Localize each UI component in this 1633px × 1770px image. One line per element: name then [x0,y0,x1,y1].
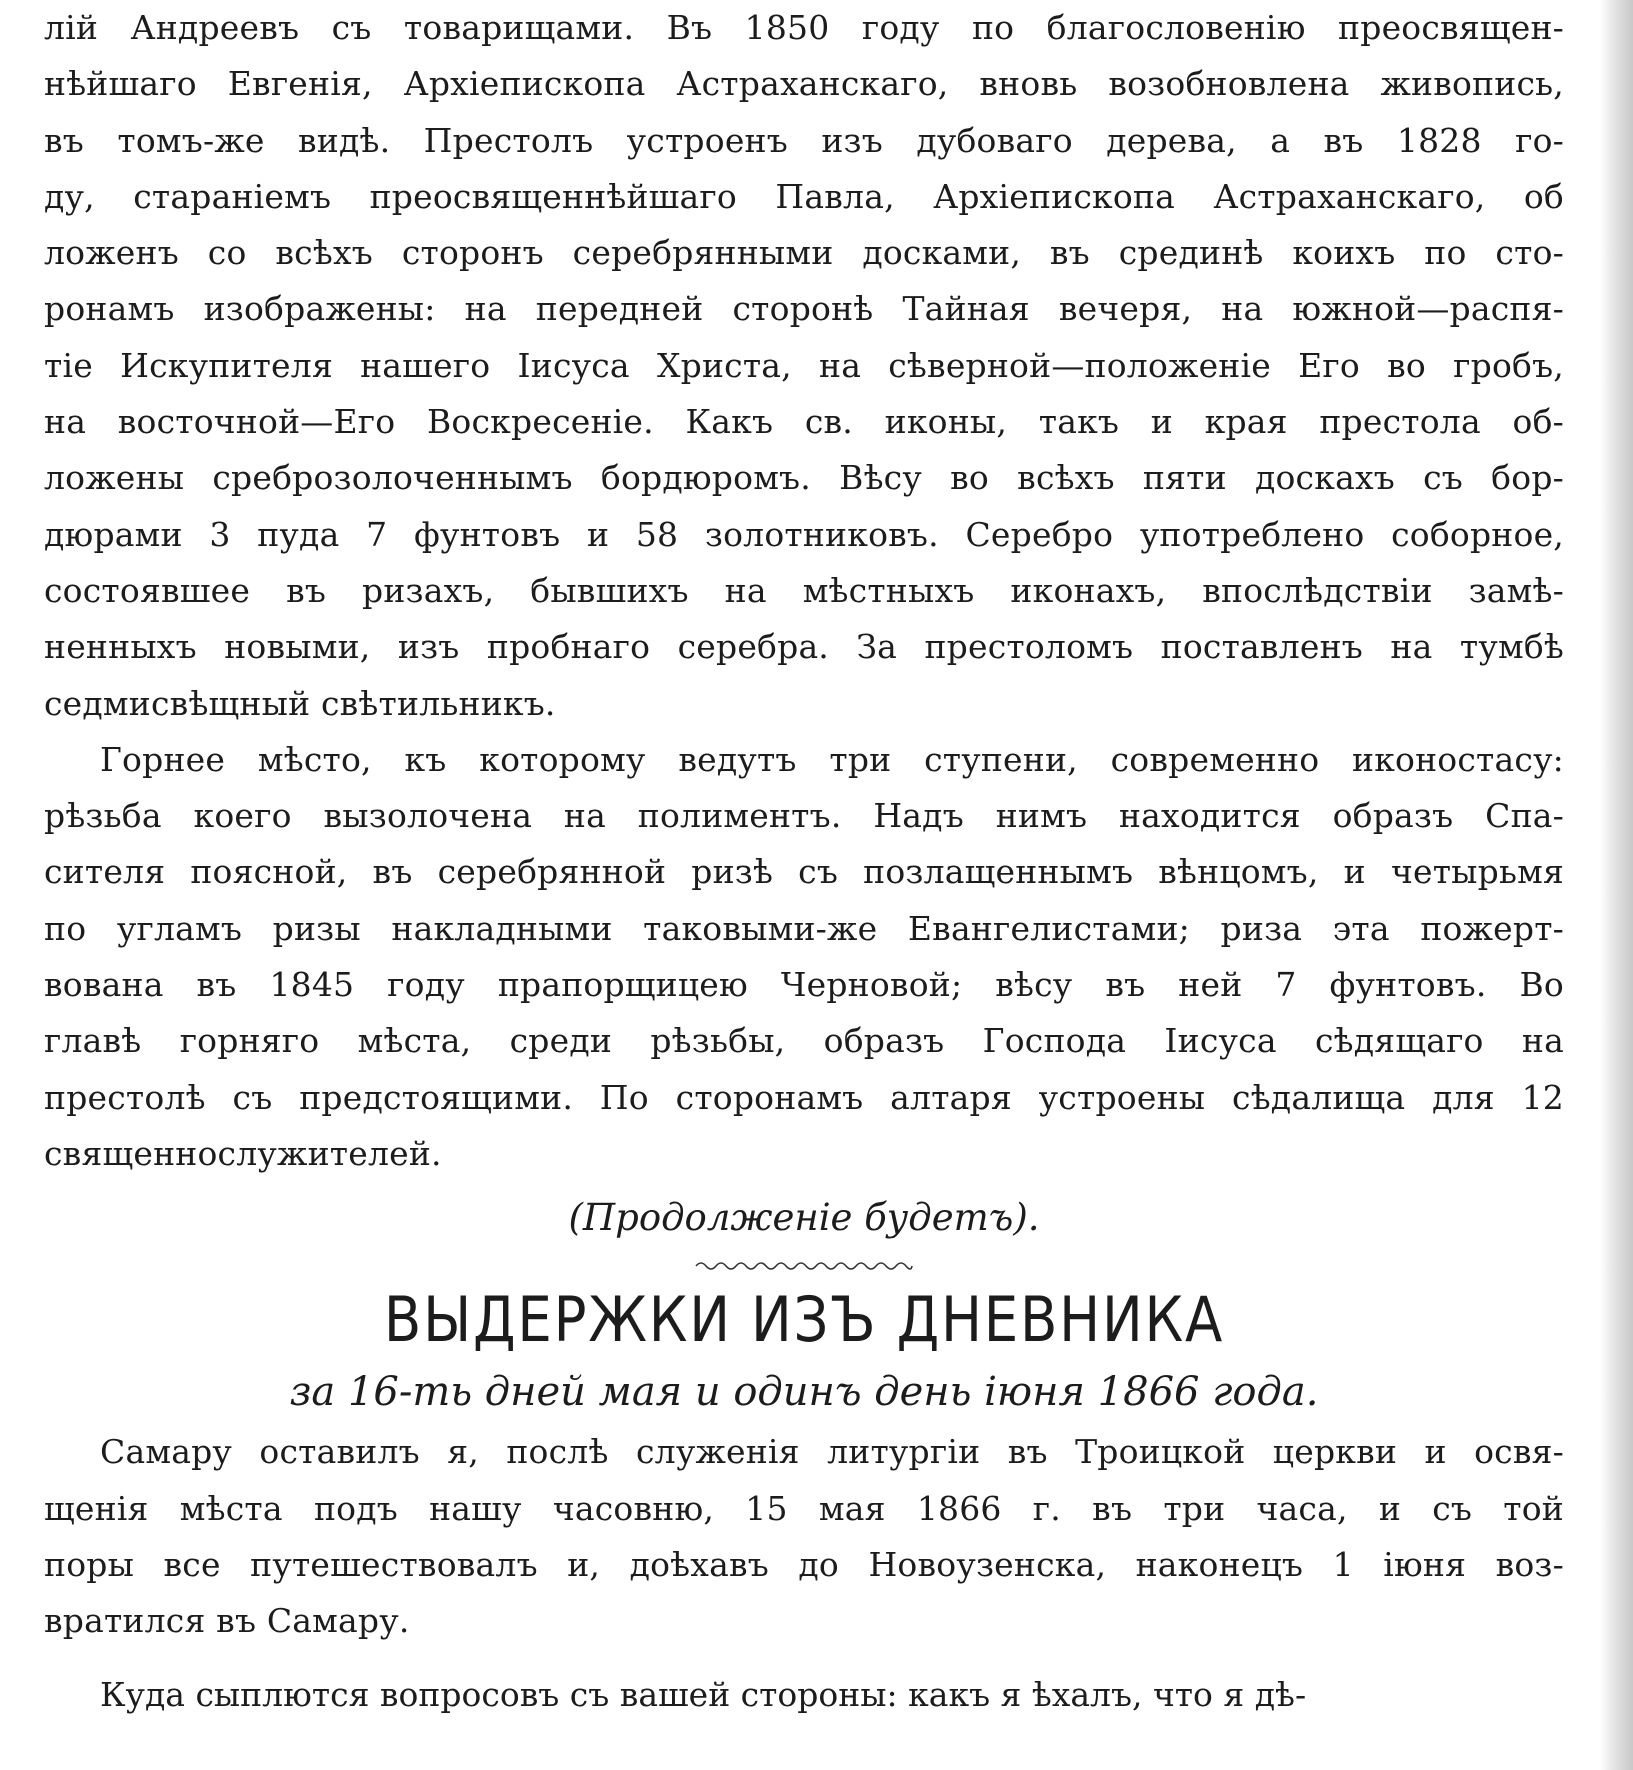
text-line: ду, стараніемъ преосвященнѣйшаго Павла, Архіепископа Астраханскаго, об [44,176,1564,216]
text-line: нѣйшаго Евгенія, Архіепископа Астраханскаго, вновь возобновлена живопись, [44,64,1564,104]
text-line: поры все путешествовалъ и, доѣхавъ до Новоузенска, наконецъ 1 іюня воз- [44,1544,1564,1584]
text-line: ронамъ изображены: на передней сторонѣ Тайная вечеря, на южной—распя- [44,289,1564,329]
text-line: дюрами 3 пуда 7 фунтовъ и 58 золотниковъ. Серебро употреблено соборное, [44,514,1564,554]
wavy-divider-ornament [694,1258,914,1274]
paragraph-altar [44,0,1564,732]
text-line: на восточной—Его Воскресеніе. Какъ св. иконы, такъ и края престола об- [44,402,1564,442]
text-line: состоявшее въ ризахъ, бывшихъ на мѣстныхъ иконахъ, впослѣдствіи замѣ- [44,570,1564,610]
text-line: ложенъ со всѣхъ сторонъ серебрянными досками, въ срединѣ коихъ по сто- [44,233,1564,273]
page-edge-shadow [1600,0,1633,1770]
text-line: Горнее мѣсто, къ которому ведутъ три ступени, современно иконостасу: [100,739,1564,779]
text-line: тіе Искупителя нашего Іисуса Христа, на сѣверной—положеніе Его во гробъ, [44,345,1564,385]
text-line: священнослужителей. [44,1133,442,1173]
text-line: Самару оставилъ я, послѣ служенія литургіи въ Троицкой церкви и освя- [100,1432,1564,1472]
article-paragraph [44,1424,1564,1649]
text-line: седмисвѣщный свѣтильникъ. [44,683,556,723]
cut-off-line [44,1659,1564,1715]
text-line: вована въ 1845 году прапорщицею Черновой; вѣсу въ ней 7 фунтовъ. Во [44,965,1564,1005]
text-line: щенія мѣста подъ нашу часовню, 15 мая 1866 г. въ три часа, и съ той [44,1488,1564,1528]
article-subtitle: за 16-ть дней мая и одинъ день іюня 1866 года. [289,1369,1319,1416]
article-title: ВЫДЕРЖКИ ИЗЪ ДНЕВНИКА [383,1283,1225,1357]
document-page [44,0,1564,1715]
text-line: по угламъ ризы накладными таковыми-же Евангелистами; риза эта пожерт- [44,908,1564,948]
text-line: ложены среброзолоченнымъ бордюромъ. Вѣсу во всѣхъ пяти доскахъ съ бор- [44,458,1564,498]
text-line: рѣзьба коего вызолочена на полиментъ. Надъ нимъ находится образъ Спа- [44,796,1564,836]
continued-note: (Продолженіе будетъ). [568,1196,1040,1240]
text-line: престолѣ съ предстоящими. По сторонамъ алтаря устроены сѣдалища для 12 [44,1077,1564,1117]
text-line: главѣ горняго мѣста, среди рѣзьбы, образъ Господа Іисуса сѣдящаго на [44,1021,1564,1061]
cut-off-text: Куда сыплются вопросовъ съ вашей стороны: какъ я ѣхалъ, что я дѣ- [100,1675,1307,1715]
text-line: вратился въ Самару. [44,1601,410,1641]
text-line: ненныхъ новыми, изъ пробнаго серебра. За престоломъ поставленъ на тумбѣ [44,627,1564,667]
paragraph-high-place [44,732,1564,1182]
text-line: лій Андреевъ съ товарищами. Въ 1850 году по благословенію преосвящен- [44,8,1564,47]
text-line: въ томъ-же видѣ. Престолъ устроенъ изъ дубоваго дерева, а въ 1828 го- [44,120,1564,160]
text-line: сителя поясной, въ серебрянной ризѣ съ позлащеннымъ вѣнцомъ, и четырьмя [44,852,1564,892]
